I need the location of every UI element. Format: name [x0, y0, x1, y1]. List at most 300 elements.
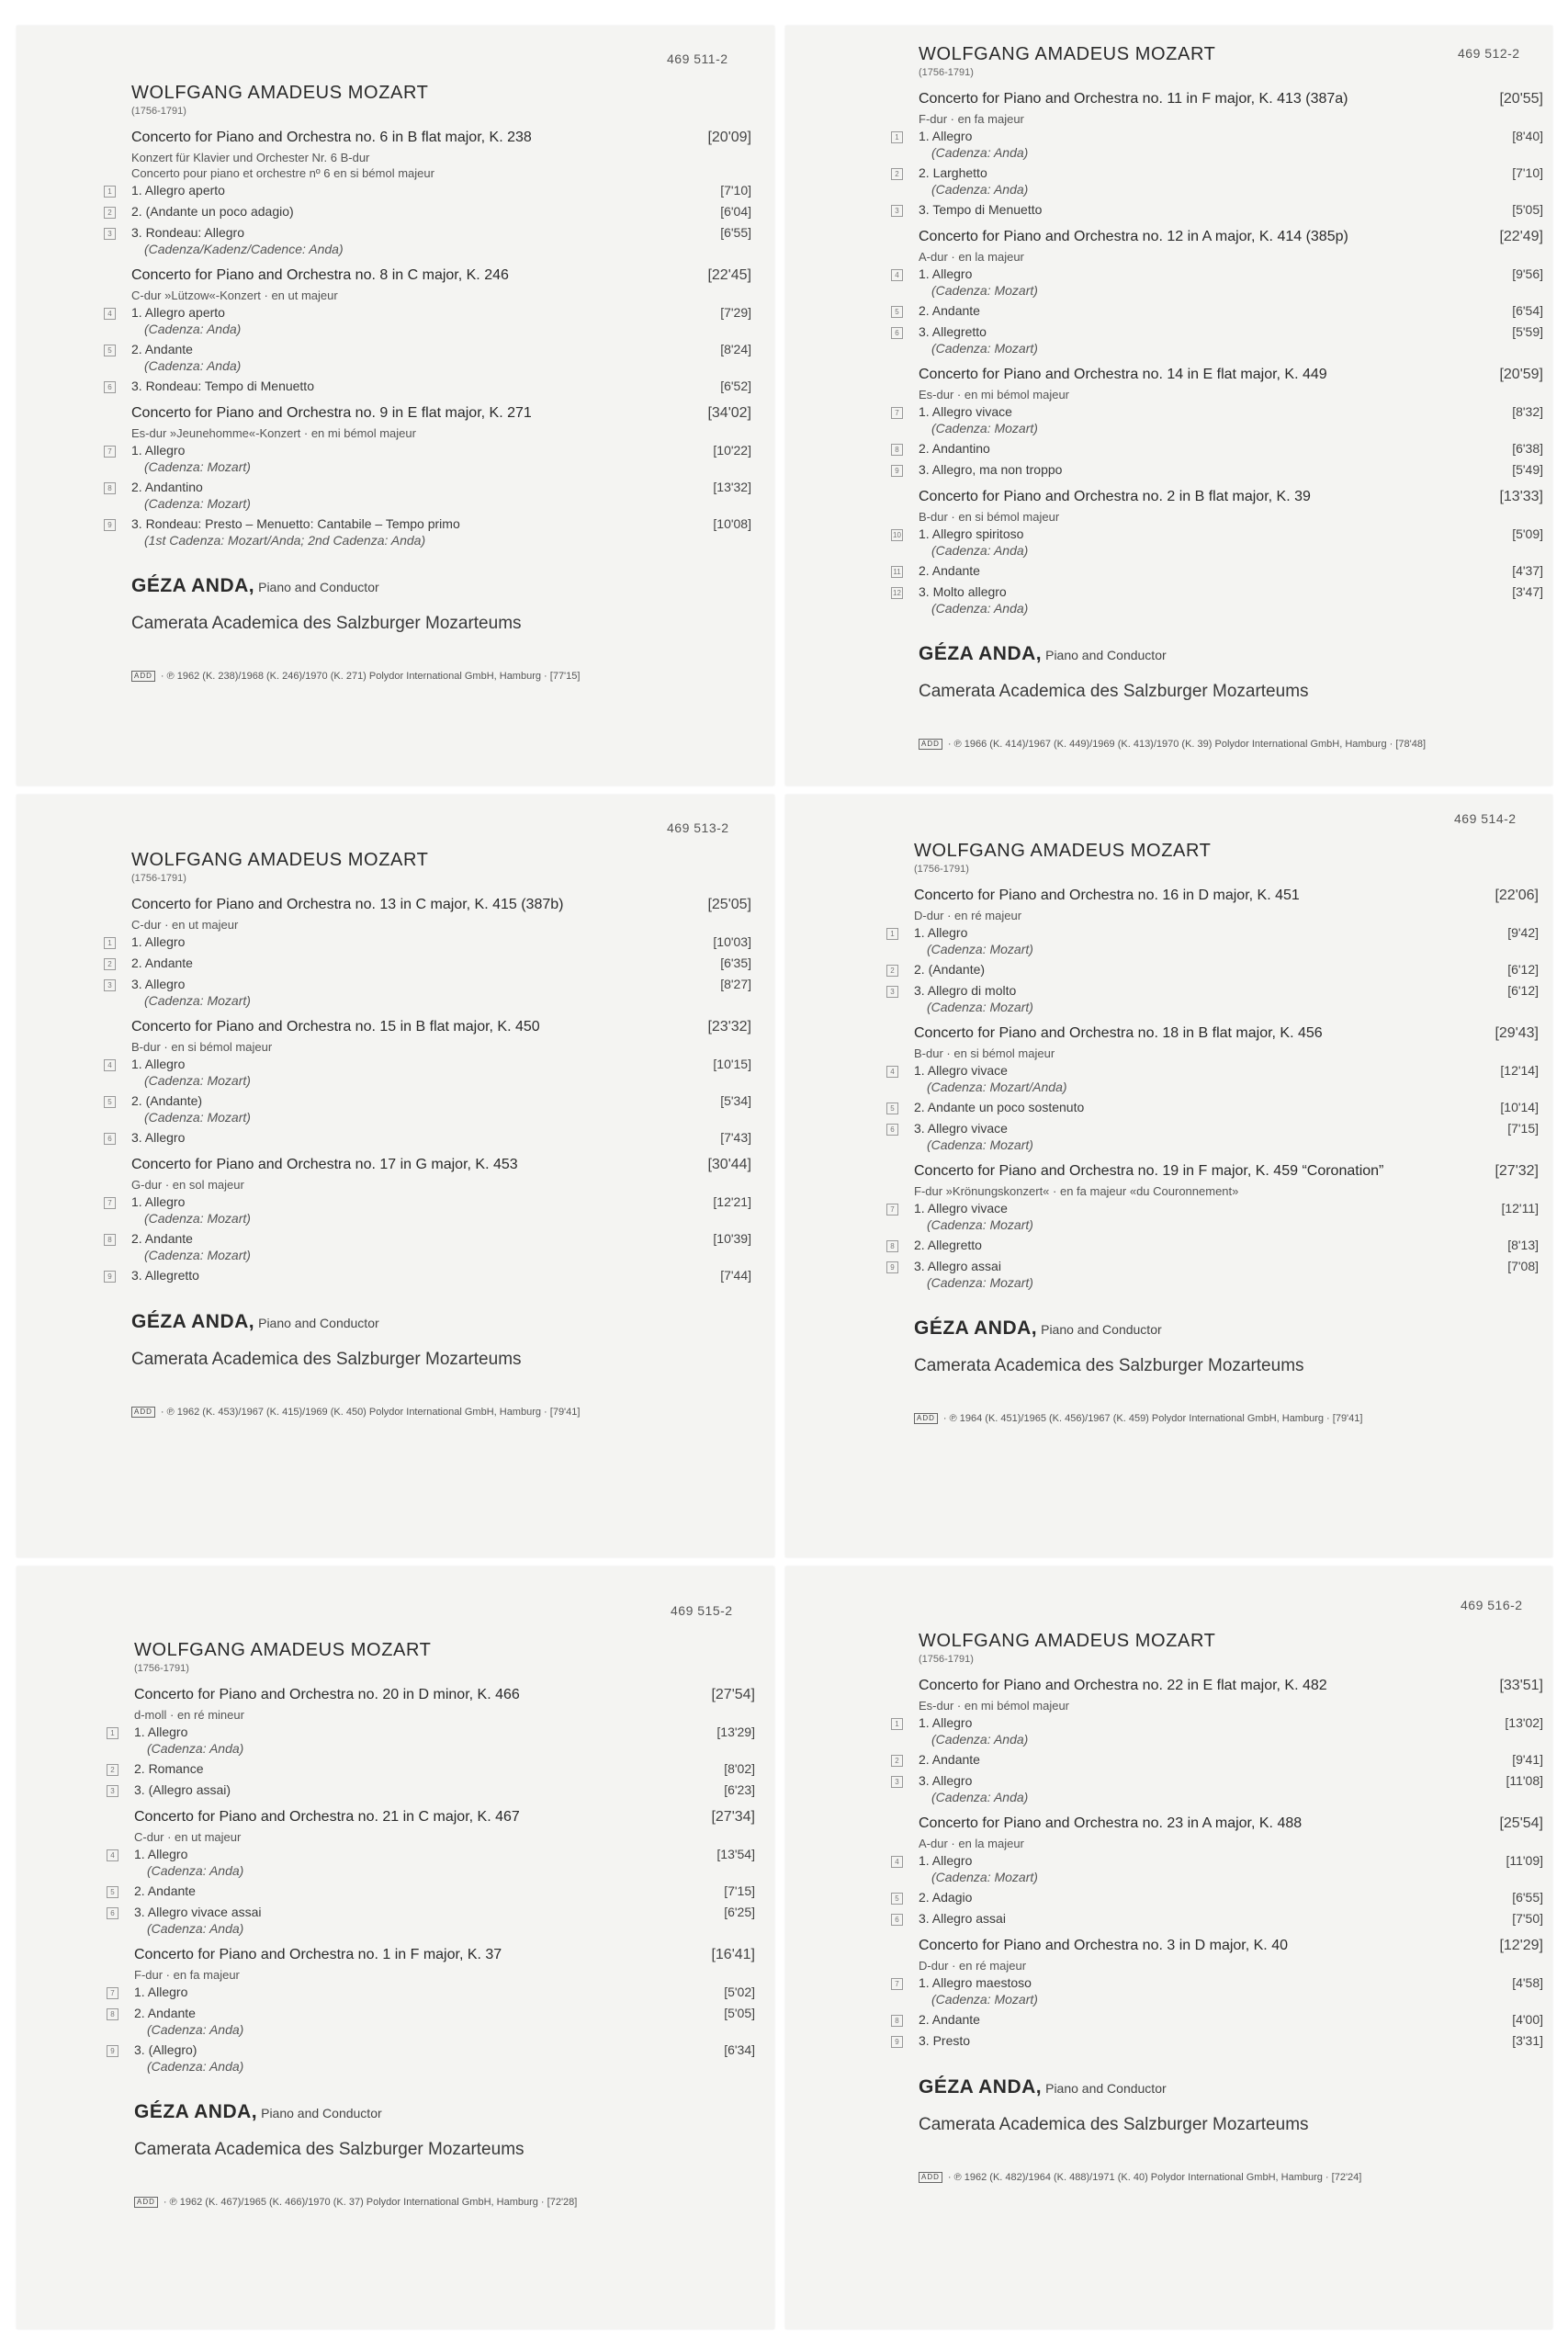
- track-title: 2. (Andante): [914, 962, 986, 977]
- track-row: [895, 1975, 1543, 2010]
- composer-years: (1756-1791): [131, 873, 186, 884]
- track-title: 2. Andantino: [919, 441, 990, 456]
- track-title: 2. Romance: [134, 1761, 204, 1776]
- track-title: 3. Allegro assai: [919, 1911, 1006, 1926]
- concerto-header: [914, 1025, 1539, 1046]
- catalog-number: 469 513-2: [667, 820, 729, 835]
- track-duration: [7'10]: [720, 183, 751, 198]
- track-duration: [7'50]: [1512, 1911, 1543, 1926]
- track-duration: [7'43]: [720, 1130, 751, 1145]
- card-content: [107, 83, 751, 682]
- concerto-block: [110, 1687, 755, 1802]
- track-duration: [6'55]: [1512, 1890, 1543, 1905]
- track-number-box: 5: [891, 1893, 903, 1905]
- track-duration: [6'34]: [724, 2042, 755, 2057]
- works-list: [107, 130, 751, 551]
- track-duration: [10'39]: [713, 1231, 751, 1246]
- track-duration: [12'21]: [713, 1194, 751, 1209]
- track-row: [895, 2012, 1543, 2031]
- track-number-box: 3: [104, 979, 116, 991]
- track-cadenza: (Cadenza: Anda): [147, 1741, 244, 1756]
- concerto-title: Concerto for Piano and Orchestra no. 8 in C major, K. 246: [131, 267, 509, 283]
- concerto-subtitle: D-dur · en ré majeur: [914, 909, 1022, 922]
- performer-line: [919, 2076, 1543, 2098]
- track-title: 3. Allegro, ma non troppo: [919, 462, 1063, 477]
- track-row: [110, 1883, 755, 1903]
- track-number-box: 1: [104, 186, 116, 198]
- track-duration: [4'58]: [1512, 1975, 1543, 1990]
- concerto-title: Concerto for Piano and Orchestra no. 16 in D major, K. 451: [914, 888, 1300, 903]
- track-number-box: 7: [886, 1204, 898, 1216]
- catalog-number: 469 516-2: [1461, 1598, 1523, 1612]
- track-number-box: 9: [107, 2045, 118, 2057]
- copyright-text: · ℗ 1962 (K. 238)/1968 (K. 246)/1970 (K. 271) Polydor International GmbH, Hamburg · [77'15]: [160, 671, 581, 682]
- track-title: 2. Andante un poco sostenuto: [914, 1100, 1085, 1114]
- track-row: [890, 962, 1539, 981]
- concerto-header: [134, 1687, 755, 1707]
- track-row: [895, 1911, 1543, 1930]
- add-logo: ADD: [919, 2172, 942, 2183]
- track-cadenza: (Cadenza: Mozart): [931, 1870, 1038, 1884]
- card-content: [890, 841, 1539, 1424]
- concerto-header: [131, 897, 751, 917]
- track-cadenza: (1st Cadenza: Mozart/Anda; 2nd Cadenza: Anda): [144, 533, 426, 548]
- catalog-number: 469 515-2: [671, 1603, 733, 1618]
- track-title: 1. Allegro: [134, 1847, 188, 1861]
- track-duration: [6'12]: [1507, 962, 1539, 977]
- track-cadenza: (Cadenza: Anda): [147, 1921, 244, 1936]
- track-row: [107, 956, 751, 975]
- performer-role: Piano and Conductor: [1045, 648, 1167, 662]
- works-list: [110, 1687, 755, 2077]
- orchestra-name: Camerata Academica des Salzburger Mozarteums: [919, 682, 1309, 701]
- track-number-box: 10: [891, 529, 903, 541]
- track-row: [107, 1231, 751, 1266]
- performer-name: GÉZA ANDA,: [134, 2101, 258, 2122]
- track-row: [110, 1782, 755, 1802]
- track-duration: [10'14]: [1500, 1100, 1539, 1114]
- concerto-subtitle: C-dur · en ut majeur: [134, 1830, 242, 1844]
- track-row: [107, 342, 751, 377]
- track-row: [107, 516, 751, 551]
- track-row: [893, 563, 1543, 582]
- track-number-box: 5: [107, 1886, 118, 1898]
- concerto-title: Concerto for Piano and Orchestra no. 3 in D major, K. 40: [919, 1938, 1288, 1953]
- track-number-box: 9: [891, 465, 903, 477]
- track-row: [895, 1752, 1543, 1771]
- concerto-duration: [16'41]: [711, 1947, 755, 1962]
- track-row: [107, 443, 751, 478]
- track-cadenza: (Cadenza: Mozart): [144, 1073, 251, 1088]
- performer-name: GÉZA ANDA,: [131, 575, 255, 596]
- concerto-title: Concerto for Piano and Orchestra no. 23 in A major, K. 488: [919, 1815, 1303, 1831]
- track-number-box: 2: [891, 1755, 903, 1767]
- track-duration: [6'52]: [720, 379, 751, 393]
- concerto-subtitle: C-dur · en ut majeur: [131, 918, 239, 932]
- copyright-footer: [919, 739, 1543, 750]
- track-duration: [7'15]: [724, 1883, 755, 1898]
- track-number-box: 4: [886, 1066, 898, 1078]
- track-duration: [7'15]: [1507, 1121, 1539, 1136]
- track-cadenza: (Cadenza: Mozart): [144, 496, 251, 511]
- cd-card-6: [785, 1566, 1552, 2329]
- track-number-box: 4: [891, 1856, 903, 1868]
- concerto-block: [895, 1815, 1543, 1930]
- track-cadenza: (Cadenza: Anda): [147, 2022, 244, 2037]
- track-duration: [5'59]: [1512, 324, 1543, 339]
- track-number-box: 5: [104, 345, 116, 356]
- concerto-header: [919, 1938, 1543, 1958]
- track-duration: [13'02]: [1505, 1715, 1543, 1730]
- concerto-duration: [27'54]: [711, 1687, 755, 1702]
- track-title: 2. Andante: [131, 1231, 193, 1246]
- track-cadenza: (Cadenza: Mozart): [927, 1137, 1033, 1152]
- track-duration: [8'24]: [720, 342, 751, 356]
- track-row: [895, 1773, 1543, 1808]
- concerto-duration: [25'05]: [707, 897, 751, 912]
- copyright-text: · ℗ 1962 (K. 453)/1967 (K. 415)/1969 (K. 450) Polydor International GmbH, Hamburg · [79'41]: [160, 1407, 581, 1418]
- concerto-duration: [33'51]: [1499, 1678, 1543, 1693]
- track-title: 3. Allegro: [131, 977, 186, 991]
- track-title: 2. Allegretto: [914, 1238, 982, 1252]
- copyright-text: · ℗ 1962 (K. 482)/1964 (K. 488)/1971 (K. 40) Polydor International GmbH, Hamburg · [72'24]: [947, 2172, 1362, 2183]
- track-duration: [13'29]: [716, 1724, 755, 1739]
- track-title: 1. Allegro: [134, 1984, 188, 1999]
- track-duration: [5'02]: [724, 1984, 755, 1999]
- track-duration: [3'31]: [1512, 2033, 1543, 2048]
- composer-name: WOLFGANG AMADEUS MOZART: [914, 841, 1212, 861]
- concerto-header: [919, 229, 1543, 249]
- concerto-subtitle: F-dur · en fa majeur: [919, 112, 1024, 126]
- track-title: 3. Allegro vivace assai: [134, 1905, 262, 1919]
- track-row: [890, 1259, 1539, 1294]
- track-duration: [8'02]: [724, 1761, 755, 1776]
- track-title: 3. Tempo di Menuetto: [919, 202, 1043, 217]
- track-duration: [3'47]: [1512, 584, 1543, 599]
- track-number-box: 9: [104, 1271, 116, 1283]
- catalog-number: 469 512-2: [1458, 46, 1520, 61]
- track-row: [895, 324, 1543, 359]
- track-row: [107, 1057, 751, 1091]
- concerto-header: [134, 1947, 755, 1967]
- orchestra-name: Camerata Academica des Salzburger Mozarteums: [919, 2115, 1309, 2134]
- track-number-box: 7: [891, 407, 903, 419]
- performer-role: Piano and Conductor: [258, 1316, 379, 1330]
- track-duration: [6'54]: [1512, 303, 1543, 318]
- performer-name: GÉZA ANDA,: [131, 1311, 255, 1332]
- track-duration: [5'05]: [1512, 202, 1543, 217]
- performer-name: GÉZA ANDA,: [919, 643, 1043, 664]
- concerto-block: [107, 405, 751, 551]
- concerto-header: [131, 130, 751, 150]
- track-cadenza: (Cadenza: Mozart): [927, 1217, 1033, 1232]
- track-duration: [12'14]: [1500, 1063, 1539, 1078]
- concerto-subtitle: B-dur · en si bémol majeur: [914, 1046, 1055, 1060]
- add-logo: ADD: [919, 739, 942, 750]
- track-title: 2. Andantino: [131, 480, 203, 494]
- track-number-box: 1: [107, 1727, 118, 1739]
- concerto-title: Concerto for Piano and Orchestra no. 2 in B flat major, K. 39: [919, 489, 1311, 504]
- concerto-duration: [27'32]: [1495, 1163, 1539, 1179]
- track-title: 2. Andante: [919, 303, 980, 318]
- orchestra-name: Camerata Academica des Salzburger Mozarteums: [914, 1356, 1304, 1375]
- concerto-header: [914, 1163, 1539, 1183]
- composer-years: (1756-1791): [134, 1663, 189, 1674]
- track-row: [107, 183, 751, 202]
- track-number-box: 2: [104, 958, 116, 970]
- concerto-header: [919, 367, 1543, 387]
- concerto-duration: [20'09]: [707, 130, 751, 145]
- performer-line: [919, 643, 1543, 665]
- concerto-title: Concerto for Piano and Orchestra no. 15 in B flat major, K. 450: [131, 1019, 540, 1035]
- concerto-title: Concerto for Piano and Orchestra no. 11 in F major, K. 413 (387a): [919, 91, 1348, 107]
- track-row: [895, 266, 1543, 301]
- concerto-header: [131, 405, 751, 425]
- works-list: [107, 897, 751, 1287]
- track-number-box: 8: [107, 2008, 118, 2020]
- track-title: 2. Andante: [131, 956, 193, 970]
- track-title: 3. (Allegro assai): [134, 1782, 231, 1797]
- track-row: [110, 2042, 755, 2077]
- concerto-subtitle: A-dur · en la majeur: [919, 250, 1024, 264]
- track-number-box: 4: [104, 1059, 116, 1071]
- track-number-box: 8: [891, 444, 903, 456]
- cd-card-4: [785, 795, 1552, 1557]
- track-number-box: 2: [104, 207, 116, 219]
- track-number-box: 6: [891, 1914, 903, 1926]
- track-number-box: 1: [891, 1718, 903, 1730]
- track-duration: [9'41]: [1512, 1752, 1543, 1767]
- track-number-box: 6: [104, 1133, 116, 1145]
- track-number-box: 8: [891, 2015, 903, 2027]
- concerto-subtitle: B-dur · en si bémol majeur: [919, 510, 1060, 524]
- track-number-box: 3: [886, 986, 898, 998]
- concerto-duration: [20'55]: [1499, 91, 1543, 107]
- card-content: [107, 850, 751, 1418]
- track-duration: [10'15]: [713, 1057, 751, 1071]
- track-title: 3. Allegretto: [131, 1268, 199, 1283]
- track-duration: [6'23]: [724, 1782, 755, 1797]
- track-number-box: 6: [891, 327, 903, 339]
- track-row: [107, 1130, 751, 1149]
- composer-name: WOLFGANG AMADEUS MOZART: [134, 1640, 432, 1660]
- concerto-title: Concerto for Piano and Orchestra no. 1 in F major, K. 37: [134, 1947, 502, 1962]
- track-duration: [5'05]: [724, 2006, 755, 2020]
- track-row: [895, 303, 1543, 322]
- track-number-box: 4: [104, 308, 116, 320]
- copyright-footer: [919, 2172, 1543, 2183]
- track-row: [895, 462, 1543, 481]
- concerto-block: [895, 367, 1543, 481]
- composer-name: WOLFGANG AMADEUS MOZART: [919, 44, 1216, 64]
- track-row: [107, 379, 751, 398]
- concerto-header: [919, 489, 1543, 509]
- performer-role: Piano and Conductor: [1041, 1322, 1162, 1337]
- track-duration: [7'08]: [1507, 1259, 1539, 1273]
- track-row: [890, 1201, 1539, 1236]
- add-logo: ADD: [914, 1413, 938, 1424]
- track-title: 1. Allegro: [919, 129, 973, 143]
- track-row: [895, 165, 1543, 200]
- catalog-number: 469 514-2: [1454, 811, 1517, 826]
- track-title: 2. Andante: [134, 2006, 196, 2020]
- track-cadenza: (Cadenza: Anda): [931, 1790, 1029, 1804]
- track-cadenza: (Cadenza: Mozart): [931, 421, 1038, 435]
- track-row: [890, 1100, 1539, 1119]
- concerto-block: [890, 1163, 1539, 1294]
- track-duration: [10'22]: [713, 443, 751, 458]
- track-title: 3. Allegro vivace: [914, 1121, 1008, 1136]
- concerto-duration: [30'44]: [707, 1157, 751, 1172]
- track-title: 3. Presto: [919, 2033, 971, 2048]
- track-title: 3. Rondeau: Tempo di Menuetto: [131, 379, 314, 393]
- performer-line: [131, 1311, 751, 1333]
- performer-name: GÉZA ANDA,: [914, 1317, 1038, 1339]
- track-number-box: 3: [891, 205, 903, 217]
- works-list: [893, 91, 1543, 619]
- track-row: [110, 1905, 755, 1939]
- track-title: 1. Allegro: [131, 1194, 186, 1209]
- track-duration: [6'35]: [720, 956, 751, 970]
- track-row: [890, 983, 1539, 1018]
- concerto-title: Concerto for Piano and Orchestra no. 21 in C major, K. 467: [134, 1809, 520, 1825]
- works-list: [895, 1678, 1543, 2052]
- copyright-footer: [914, 1413, 1539, 1424]
- track-duration: [7'10]: [1512, 165, 1543, 180]
- track-row: [107, 1268, 751, 1287]
- copyright-text: · ℗ 1964 (K. 451)/1965 (K. 456)/1967 (K. 459) Polydor International GmbH, Hamburg · [79'41]: [942, 1413, 1363, 1424]
- performer-line: [914, 1317, 1539, 1340]
- track-title: 1. Allegro: [131, 443, 186, 458]
- orchestra-name: Camerata Academica des Salzburger Mozarteums: [134, 2140, 525, 2159]
- concerto-block: [895, 91, 1543, 221]
- concerto-subtitle: Es-dur · en mi bémol majeur: [919, 1699, 1069, 1713]
- cd-card-5: [17, 1566, 774, 2329]
- concerto-title: Concerto for Piano and Orchestra no. 20 in D minor, K. 466: [134, 1687, 520, 1702]
- track-duration: [13'32]: [713, 480, 751, 494]
- track-duration: [9'42]: [1507, 925, 1539, 940]
- track-duration: [8'40]: [1512, 129, 1543, 143]
- track-title: 3. Allegro: [131, 1130, 186, 1145]
- track-number-box: 9: [104, 519, 116, 531]
- copyright-text: · ℗ 1966 (K. 414)/1967 (K. 449)/1969 (K. 413)/1970 (K. 39) Polydor International GmbH, Hamburg · [78'48]: [947, 739, 1427, 750]
- add-logo: ADD: [134, 2197, 158, 2208]
- track-number-box: 8: [104, 1234, 116, 1246]
- track-row: [110, 1761, 755, 1781]
- track-row: [895, 1715, 1543, 1750]
- track-cadenza: (Cadenza: Anda): [931, 601, 1029, 616]
- track-row: [893, 584, 1543, 619]
- track-row: [890, 925, 1539, 960]
- concerto-duration: [22'49]: [1499, 229, 1543, 244]
- track-duration: [6'12]: [1507, 983, 1539, 998]
- track-number-box: 3: [104, 228, 116, 240]
- track-cadenza: (Cadenza: Mozart/Anda): [927, 1080, 1067, 1094]
- concerto-title: Concerto for Piano and Orchestra no. 22 in E flat major, K. 482: [919, 1678, 1327, 1693]
- track-title: 3. Allegro: [919, 1773, 973, 1788]
- track-number-box: 5: [891, 306, 903, 318]
- concerto-title: Concerto for Piano and Orchestra no. 19 in F major, K. 459 “Coronation”: [914, 1163, 1384, 1179]
- concerto-title: Concerto for Piano and Orchestra no. 12 in A major, K. 414 (385p): [919, 229, 1348, 244]
- track-number-box: 3: [107, 1785, 118, 1797]
- concerto-subtitle: Es-dur »Jeunehomme«-Konzert · en mi bémol majeur: [131, 426, 416, 440]
- concerto-duration: [27'34]: [711, 1809, 755, 1825]
- track-title: 1. Allegro aperto: [131, 305, 225, 320]
- concerto-subtitle: A-dur · en la majeur: [919, 1837, 1024, 1850]
- concerto-header: [919, 91, 1543, 111]
- track-title: 3. Rondeau: Presto – Menuetto: Cantabile – Tempo primo: [131, 516, 460, 531]
- track-row: [895, 1853, 1543, 1888]
- concerto-subtitle: Es-dur · en mi bémol majeur: [919, 388, 1069, 401]
- copyright-footer: [131, 671, 751, 682]
- track-title: 1. Allegro: [131, 934, 186, 949]
- track-number-box: 5: [104, 1096, 116, 1108]
- track-cadenza: (Cadenza: Mozart): [931, 1992, 1038, 2007]
- track-number-box: 8: [104, 482, 116, 494]
- track-number-box: 2: [886, 965, 898, 977]
- track-duration: [6'04]: [720, 204, 751, 219]
- track-number-box: 4: [107, 1849, 118, 1861]
- track-number-box: 9: [886, 1261, 898, 1273]
- track-cadenza: (Cadenza: Anda): [144, 358, 242, 373]
- card-content: [893, 44, 1543, 750]
- track-title: 1. Allegro vivace: [914, 1201, 1008, 1216]
- track-cadenza: (Cadenza: Anda): [931, 543, 1029, 558]
- performer-role: Piano and Conductor: [258, 580, 379, 594]
- track-cadenza: (Cadenza: Mozart): [144, 459, 251, 474]
- track-duration: [12'11]: [1501, 1201, 1539, 1216]
- concerto-block: [890, 1025, 1539, 1156]
- composer-name: WOLFGANG AMADEUS MOZART: [131, 850, 429, 870]
- concerto-duration: [20'59]: [1499, 367, 1543, 382]
- track-duration: [11'09]: [1506, 1853, 1543, 1868]
- track-number-box: 3: [891, 1776, 903, 1788]
- concerto-duration: [25'54]: [1499, 1815, 1543, 1831]
- track-number-box: 12: [891, 587, 903, 599]
- track-number-box: 6: [886, 1124, 898, 1136]
- track-number-box: 5: [886, 1102, 898, 1114]
- track-number-box: 7: [891, 1978, 903, 1990]
- concerto-title: Concerto for Piano and Orchestra no. 6 in B flat major, K. 238: [131, 130, 532, 145]
- orchestra-name: Camerata Academica des Salzburger Mozarteums: [131, 614, 522, 633]
- concerto-block: [110, 1809, 755, 1939]
- track-title: 1. Allegro aperto: [131, 183, 225, 198]
- track-title: 2. Larghetto: [919, 165, 987, 180]
- card-content: [895, 1631, 1543, 2183]
- track-cadenza: (Cadenza: Mozart): [144, 1248, 251, 1262]
- track-number-box: 6: [104, 381, 116, 393]
- cd-card-3: [17, 795, 774, 1557]
- track-title: 3. Rondeau: Allegro: [131, 225, 244, 240]
- track-cadenza: (Cadenza: Anda): [144, 322, 242, 336]
- composer-years: (1756-1791): [131, 106, 186, 117]
- concerto-block: [895, 1678, 1543, 1808]
- track-duration: [6'38]: [1512, 441, 1543, 456]
- concerto-subtitle: G-dur · en sol majeur: [131, 1178, 244, 1192]
- performer-line: [131, 575, 751, 597]
- copyright-text: · ℗ 1962 (K. 467)/1965 (K. 466)/1970 (K. 37) Polydor International GmbH, Hamburg · [72'28]: [163, 2197, 578, 2208]
- catalog-number: 469 511-2: [667, 51, 728, 66]
- track-row: [893, 526, 1543, 561]
- track-duration: [4'37]: [1512, 563, 1543, 578]
- track-title: 2. Andante: [134, 1883, 196, 1898]
- track-row: [890, 1121, 1539, 1156]
- concerto-header: [134, 1809, 755, 1829]
- track-title: 1. Allegro: [134, 1724, 188, 1739]
- track-row: [107, 1194, 751, 1229]
- track-row: [895, 441, 1543, 460]
- track-cadenza: (Cadenza: Mozart): [927, 942, 1033, 956]
